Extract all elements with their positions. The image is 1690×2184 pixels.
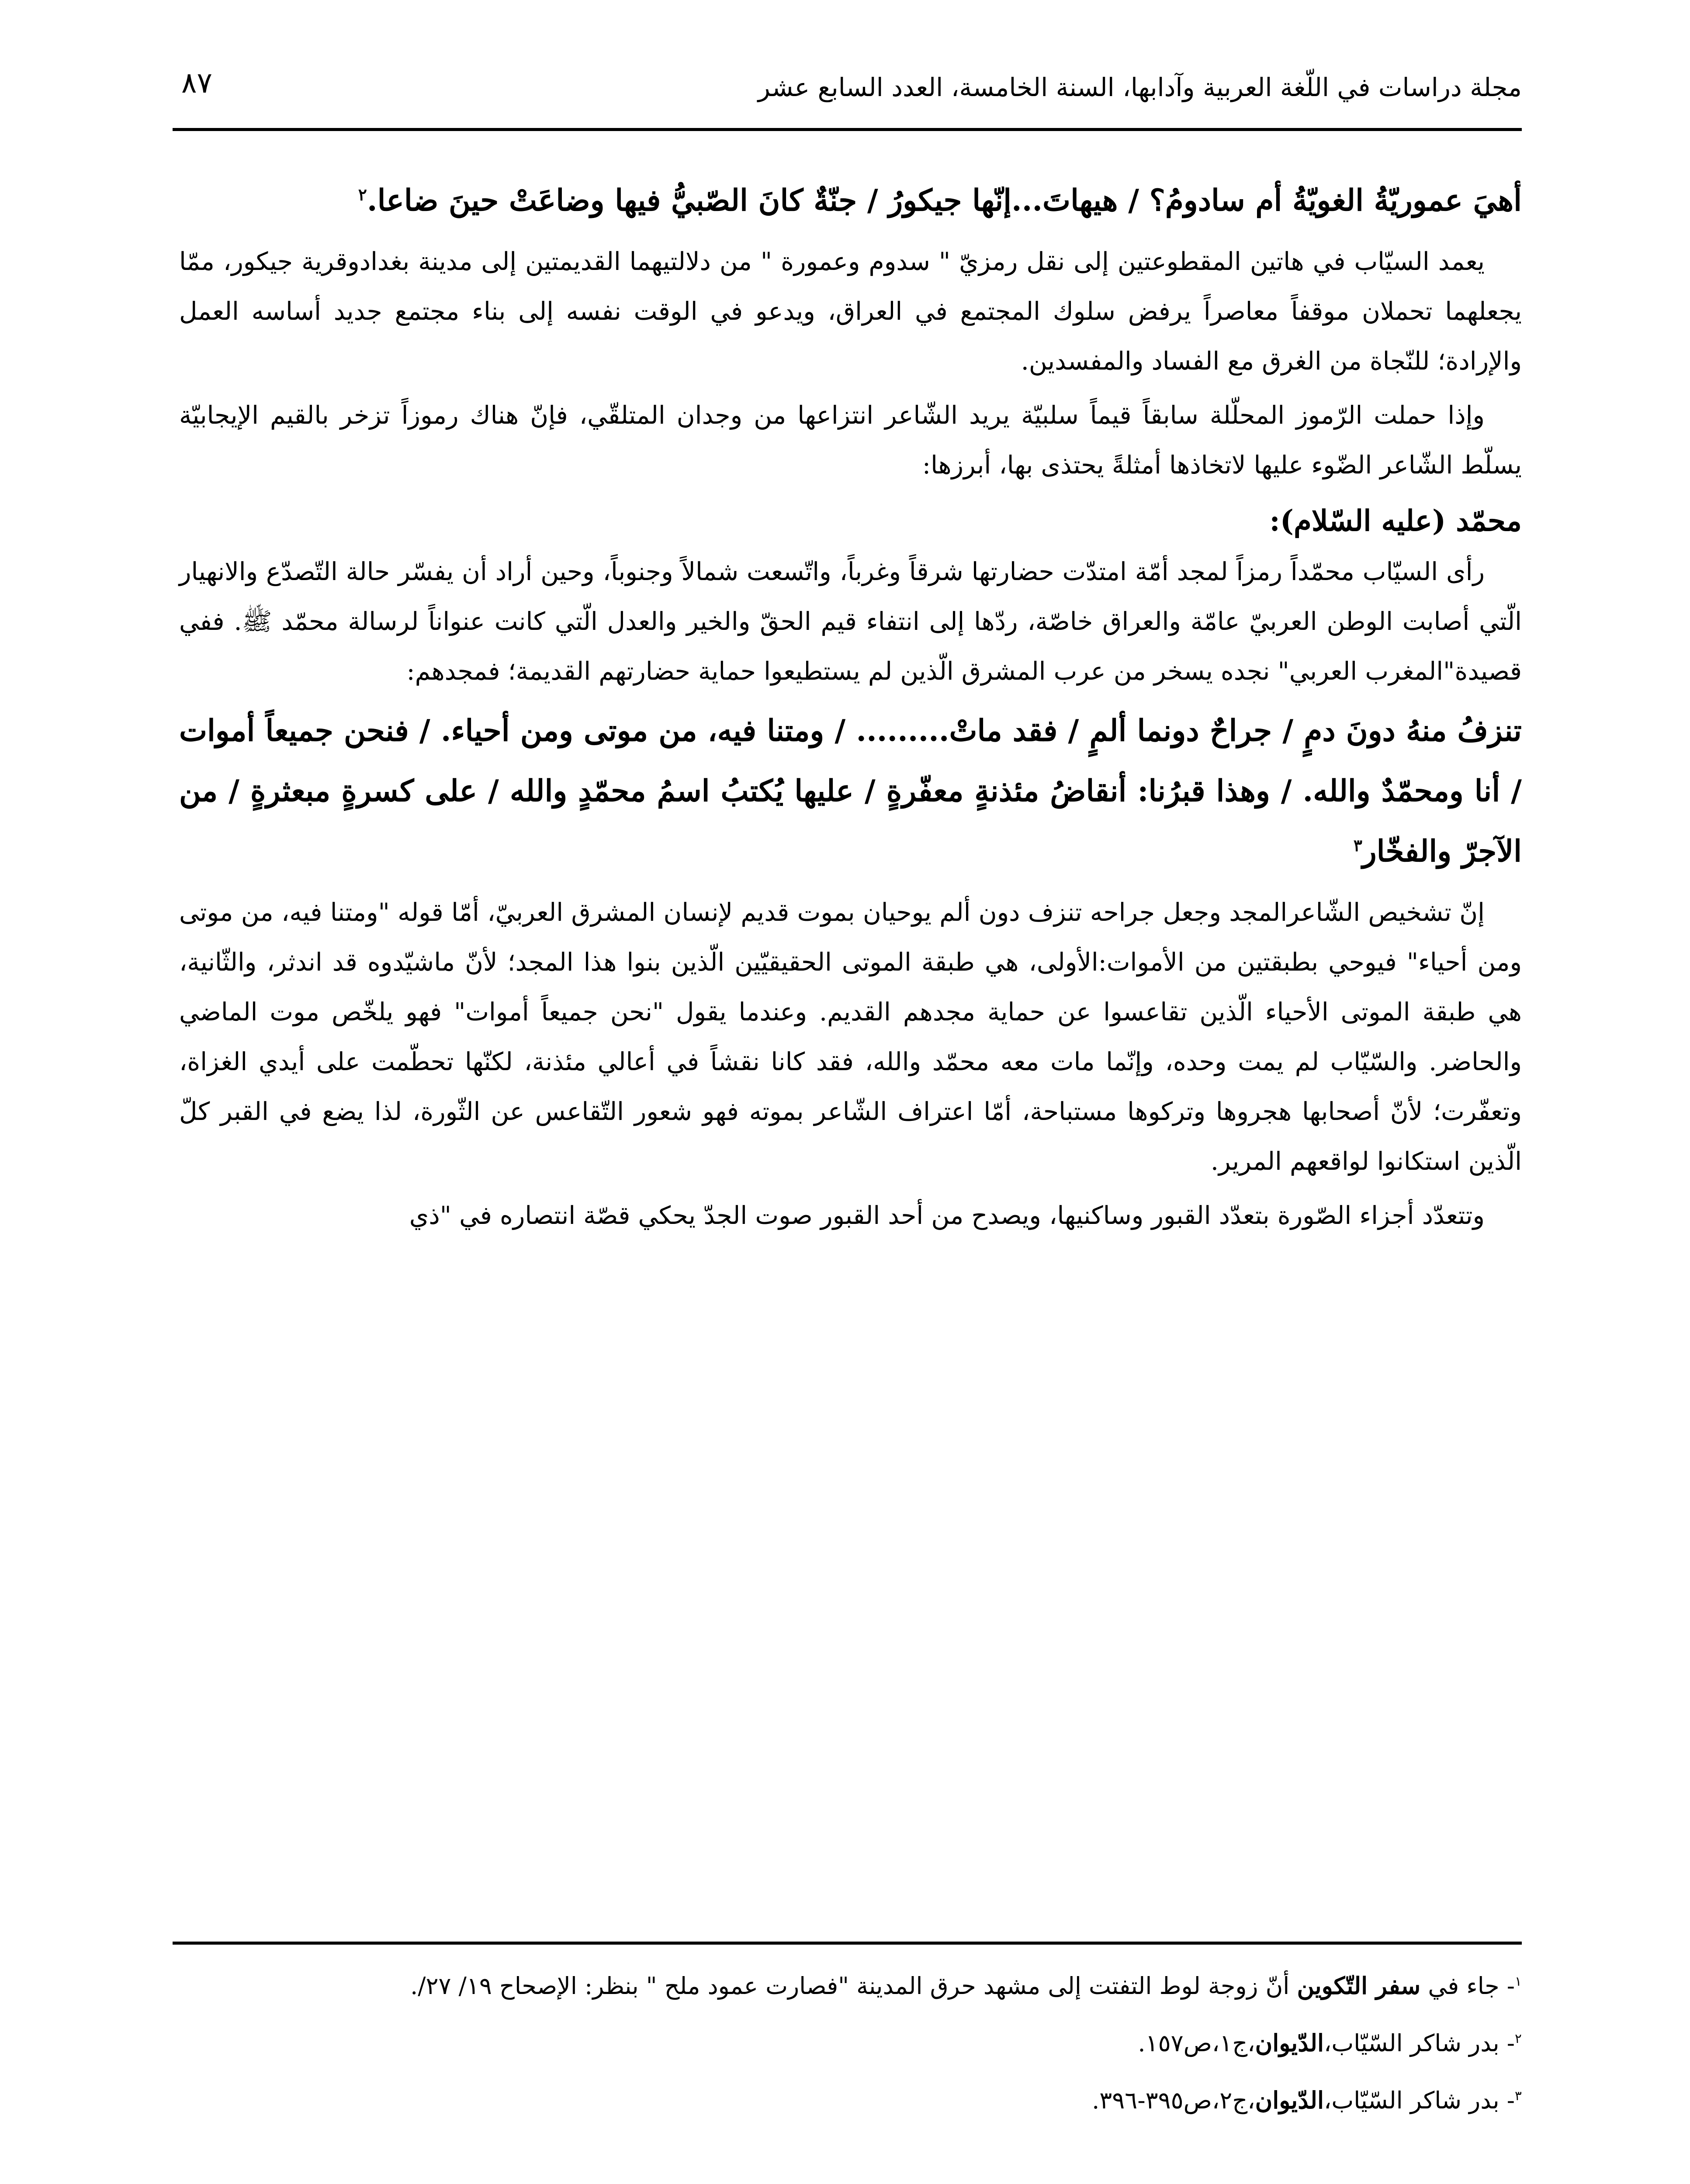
footnote-suffix: أنّ زوجة لوط التفتت إلى مشهد حرق المدينة "فصارت عمود ملح " بنظر: الإصحاح ١٩/ ٢٧/. (410, 1972, 1297, 2000)
verse-text: أهيَ عموريّةُ الغويّةُ أم سادومُ؟ / هيهاتَ...إنّها جيكورُ / جنّةٌ كانَ الصّبيُّ فيها وضاعَتْ حينَ ضاعا. (367, 183, 1522, 218)
footnote-number: ٢ (1515, 2031, 1522, 2046)
page-header (173, 52, 1522, 122)
footnote-source: سفر التّكوين (1297, 1972, 1421, 2000)
footnote-prefix: - بدر شاكر السّيّاب، (1324, 2029, 1515, 2057)
footnotes (179, 1961, 1522, 2133)
paragraph: رأى السيّاب محمّداً رمزاً لمجد أمّة امتدّت حضارتها شرقاً وغرباً، واتّسعت شمالاً وجنوباً، وحين أراد أن يفسّر حالة التّصدّع والانهيار الّتي أصابت الوطن العربيّ عامّة والعراق خاصّة، ردّها إلى انتفاء قيم الحقّ والخير والعدل الّتي كانت عنواناً لرسالة محمّد ﷺ. ففي قصيدة"المغرب العربي" نجده يسخر من عرب المشرق الّذين لم يستطيعوا حماية حضارتهم القديمة؛ فمجدهم: (179, 557, 1522, 686)
footnote-number: ١ (1515, 1974, 1522, 1989)
paragraph: إنّ تشخيص الشّاعرالمجد وجعل جراحه تنزف دون ألم يوحيان بموت قديم لإنسان المشرق العربيّ، أمّا قوله "ومتنا فيه، من موتى ومن أحياء" فيوحي بطبقتين من الأموات:الأولى، هي طبقة الموتى الحقيقيّين الّذين بنوا هذا المجد؛ لأنّ ماشيّدوه قد اندثر، والثّانية، هي طبقة الموتى الأحياء الّذين تقاعسوا عن حماية مجدهم القديم. وعندما يقول "نحن جميعاً أموات" فهو يلخّص موت الماضي والحاضر. والسّيّاب لم يمت وحده، وإنّما مات معه محمّد والله، فقد كانا نقشاً في أعالي مئذنة، لكنّها تحطّمت على أيدي الغزاة، وتعفّرت؛ لأنّ أصحابها هجروها وتركوها مستباحة، أمّا اعتراف الشّاعر بموته فهو شعور التّقاعس عن الثّورة، لذا يضع في القبر كلّ الّذين استكانوا لواقعهم المرير. (179, 898, 1522, 1176)
main-text (179, 170, 1522, 1245)
paragraph: يعمد السيّاب في هاتين المقطوعتين إلى نقل رمزيّ " سدوم وعمورة " من دلالتيهما القديمتين إلى مدينة بغدادوقرية جيكور، ممّا يجعلهما تحملان موقفاً معاصراً يرفض سلوك المجتمع في العراق، ويدعو في الوقت نفسه إلى بناء مجتمع جديد أساسه العمل والإرادة؛ للنّجاة من الغرق مع الفساد والمفسدين. (179, 247, 1522, 376)
footnote-prefix: - بدر شاكر السّيّاب، (1324, 2087, 1515, 2114)
verse-text: تنزفُ منهُ دونَ دمٍ / جراحٌ دونما ألمٍ / فقد ماتْ......... / ومتنا فيه، من موتى ومن أحياء. / فنحن جميعاً أموات / أنا ومحمّدٌ والله. / وهذا قبرُنا: أنقاضُ مئذنةٍ معفّرةٍ / عليها يُكتبُ اسمُ محمّدٍ والله / على كسرةٍ مبعثرةٍ / من الآجرّ والفخّار (179, 713, 1522, 869)
paragraph: وإذا حملت الرّموز المحلّلة سابقاً قيماً سلبيّة يريد الشّاعر انتزاعها من وجدان المتلقّي، فإنّ هناك رموزاً تزخر بالقيم الإيجابيّة يسلّط الشّاعر الضّوء عليها لاتخاذها أمثلةً يحتذى بها، أبرزها: (179, 401, 1522, 480)
footnote-source: الدّيوان (1255, 2086, 1324, 2114)
footnote-source: الدّيوان (1255, 2029, 1324, 2057)
footnote-ref: ٣ (1353, 836, 1362, 855)
poem-verse-sodom (179, 170, 1522, 231)
journal-title: مجلة دراسات في اللّغة العربية وآدابها، السنة الخامسة، العدد السابع عشر (758, 73, 1522, 102)
poem-verse-maghreb (179, 701, 1522, 881)
footnote-1 (179, 1961, 1522, 2011)
page-number: ٨٧ (181, 66, 212, 100)
footnote-prefix: - جاء في (1420, 1972, 1515, 2000)
footnote-suffix: ،ج١،ص١٥٧. (1138, 2029, 1255, 2057)
paragraph: وتتعدّد أجزاء الصّورة بتعدّد القبور وساكنيها، ويصدح من أحد القبور صوت الجدّ يحكي قصّة انتصاره في "ذي (409, 1201, 1485, 1230)
footnote-2 (179, 2018, 1522, 2068)
footnote-divider (173, 1942, 1522, 1945)
footnote-3 (179, 2076, 1522, 2125)
header-divider (173, 128, 1522, 131)
footnote-ref: ٢ (358, 185, 367, 204)
footnote-suffix: ،ج٢،ص٣٩٥-٣٩٦. (1092, 2087, 1255, 2114)
footnote-number: ٣ (1515, 2088, 1522, 2104)
section-heading: محمّد (عليه السّلام): (1269, 504, 1522, 538)
